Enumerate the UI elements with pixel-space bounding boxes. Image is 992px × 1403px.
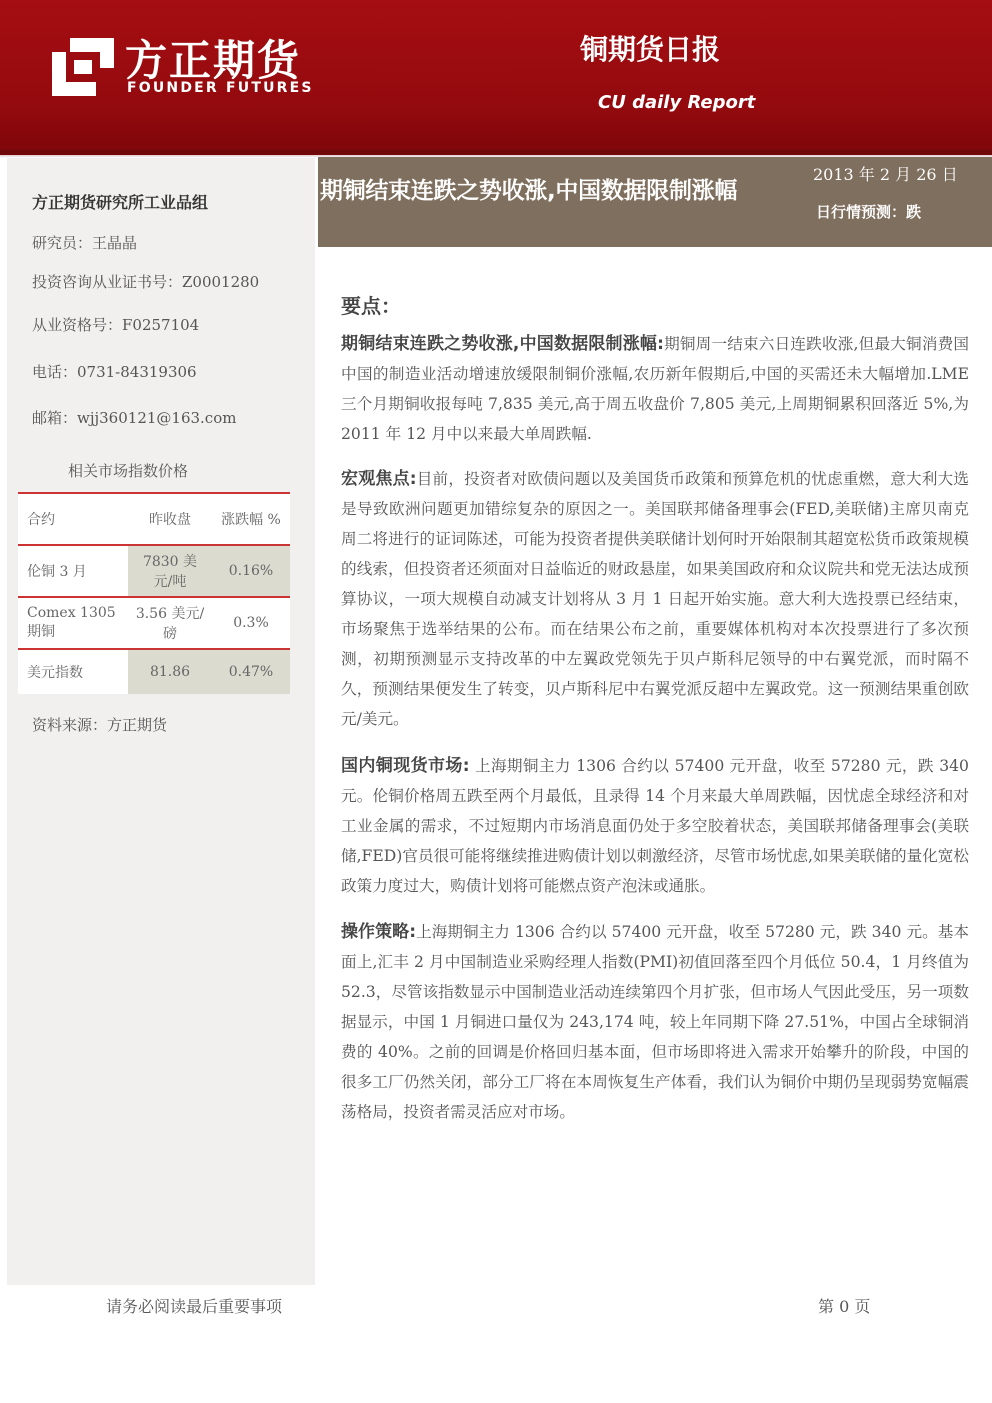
paragraph-summary [341, 329, 969, 449]
table-cell-change: 0.3% [212, 597, 290, 649]
table-header-cell: 合约 [18, 493, 128, 545]
index-table-title: 相关市场指数价格 [68, 462, 189, 480]
sidebar-cert-no: 投资咨询从业证书号：Z0001280 [32, 273, 260, 291]
table-header-cell: 涨跌幅 % [212, 493, 290, 545]
table-row [18, 649, 290, 694]
table-cell-close: 81.86 [128, 649, 212, 694]
paragraph-text: 上海期铜主力 1306 合约以 57400 元开盘，收至 57280 元，跌 340 元。基本面上,汇丰 2 月中国制造业采购经理人指数(PMI)初值回落至四个月低位 50.4，1 月终值为 52.3，尽管该指数显示中国制造业活动连续第四个月扩张，但市场人气因此受压，另一项数据显示，中国 1 月铜进口量仅为 243,174 吨，较上年同期下降 27.51%，中国占全球铜消费的 40%。之前的回调是价格回归基本面，但市场即将进入需求开始攀升的阶段，中国的很多工厂仍然关闭，部分工厂将在本周恢复生产体看，我们认为铜价中期仍呈现弱势宽幅震荡格局，投资者需灵活应对市场。 [341, 923, 969, 1121]
table-cell-change: 0.16% [212, 545, 290, 597]
main-headline: 期铜结束连跌之势收涨,中国数据限制涨幅 [320, 178, 738, 204]
paragraph-lead: 国内铜现货市场: [341, 756, 470, 776]
report-title: 铜期货日报 [580, 33, 721, 66]
sidebar-email: 邮箱：wjj360121@163.com [32, 409, 237, 427]
sidebar-researcher: 研究员：王晶晶 [32, 234, 138, 252]
index-price-table [18, 492, 290, 694]
report-header [0, 0, 992, 155]
table-cell-contract: Comex 1305 期铜 [18, 597, 128, 649]
paragraph-lead: 宏观焦点: [341, 469, 417, 489]
table-cell-close: 7830 美元/吨 [128, 545, 212, 597]
logo-chinese-name: 方正期货 [125, 36, 302, 85]
paragraph-lead: 操作策略: [341, 922, 417, 942]
table-row [18, 597, 290, 649]
paragraph-strategy [341, 917, 969, 1127]
report-date: 2013 年 2 月 26 日 [813, 165, 958, 184]
table-cell-close: 3.56 美元/磅 [128, 597, 212, 649]
footer-notice: 请务必阅读最后重要事项 [106, 1297, 283, 1316]
data-source-note: 资料来源：方正期货 [32, 716, 168, 734]
paragraph-text: 期铜周一结束六日连跌收涨,但最大铜消费国中国的制造业活动增速放缓限制铜价涨幅,农历新年假期后,中国的买需还未大幅增加.LME 三个月期铜收报每吨 7,835 美元,高于周五收盘价 7,805 美元,上周期铜累积回落近 5%,为 2011 年 12 月中以来最大单周跌幅. [341, 335, 969, 443]
paragraph-lead: 期铜结束连跌之势收涨,中国数据限制涨幅: [341, 334, 664, 354]
table-header-cell: 昨收盘 [128, 493, 212, 545]
key-points-heading: 要点： [341, 294, 401, 318]
paragraph-macro [341, 464, 969, 734]
paragraph-domestic-market [341, 751, 969, 901]
founder-logo-icon [52, 38, 114, 96]
table-row [18, 545, 290, 597]
paragraph-text: 目前，投资者对欧债问题以及美国货币政策和预算危机的忧虑重燃，意大利大选是导致欧洲问题更加错综复杂的原因之一。美国联邦储备理事会(FED,美联储)主席贝南克周二将进行的证词陈述，可能为投资者提供美联储计划何时开始限制其超宽松货币政策规模的线索，但投资者还须面对日益临近的财政悬崖，如果美国政府和众议院共和党无法达成预算协议，一项大规模自动减支计划将从 3 月 1 日起开始实施。意大利大选投票已经结束，市场聚焦于选举结果的公布。而在结果公布之前，重要媒体机构对本次投票进行了多次预测，初期预测显示支持改革的中左翼政党领先于贝卢斯科尼领导的中右翼党派，而时隔不久，预测结果便发生了转变，贝卢斯科尼中右翼党派反超中左翼政党。这一预测结果重创欧元/美元。 [341, 470, 969, 728]
table-cell-contract: 美元指数 [18, 649, 128, 694]
logo-english-name: FOUNDER FUTURES [127, 80, 314, 96]
report-subtitle: CU daily Report [598, 92, 756, 113]
paragraph-text: 上海期铜主力 1306 合约以 57400 元开盘，收至 57280 元，跌 340 元。伦铜价格周五跌至两个月最低，且录得 14 个月来最大单周跌幅，因忧虑全球经济和对工业金属的需求，不过短期内市场消息面仍处于多空胶着状态，美国联邦储备理事会(美联储,FED)官员很可能将继续推进购债计划以刺激经济，尽管市场忧虑,如果美联储的量化宽松政策力度过大，购债计划将可能燃点资产泡沫或通胀。 [341, 757, 969, 895]
page-number: 第 0 页 [818, 1297, 871, 1316]
sidebar-qualification: 从业资格号：F0257104 [32, 316, 200, 334]
daily-forecast: 日行情预测：跌 [816, 203, 922, 221]
sidebar-phone: 电话：0731-84319306 [32, 363, 197, 381]
table-cell-contract: 伦铜 3 月 [18, 545, 128, 597]
table-header-row [18, 493, 290, 545]
table-cell-change: 0.47% [212, 649, 290, 694]
sidebar-org: 方正期货研究所工业品组 [32, 193, 209, 212]
